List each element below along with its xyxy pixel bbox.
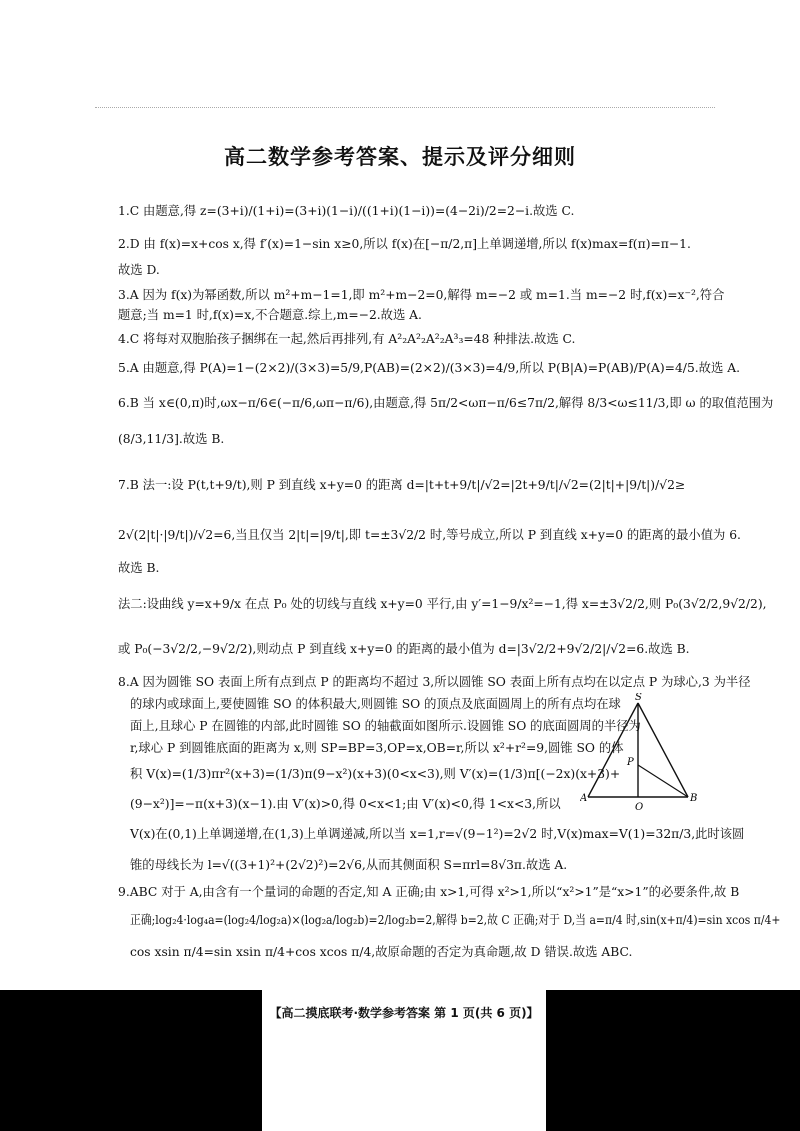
answer-7-method2-cont: 或 P₀(−3√2/2,−9√2/2),则动点 P 到直线 x+y=0 的距离的最小值为 d=|3√2/2+9√2/2|/√2=6.故选 B. bbox=[118, 642, 690, 656]
answer-9-line2: 正确;log₂4·log₄a=(log₂4/log₂a)×(log₂a/log₂b)=2/log₂b=2,解得 b=2,故 C 正确;对于 D,当 a=π/4 时,sin(x+π/4)=sin xcos π/4+ bbox=[130, 913, 781, 927]
page-footer: 【高二摸底联考·数学参考答案 第 1 页(共 6 页)】 bbox=[269, 1006, 539, 1020]
answer-5: 5.A 由题意,得 P(A)=1−(2×2)/(3×3)=5/9,P(AB)=(2×2)/(3×3)=4/9,所以 P(B|A)=P(AB)/P(A)=4/5.故选 A. bbox=[118, 361, 740, 375]
answer-7-line2: 2√(2|t|·|9/t|)/√2=6,当且仅当 2|t|=|9/t|,即 t=±3√2/2 时,等号成立,所以 P 到直线 x+y=0 的距离的最小值为 6. bbox=[118, 528, 741, 542]
answer-4: 4.C 将每对双胞胎孩子捆绑在一起,然后再排列,有 A²₂A²₂A²₂A³₃=48 种排法.故选 C. bbox=[118, 332, 576, 346]
answer-2: 2.D 由 f(x)=x+cos x,得 f′(x)=1−sin x≥0,所以 f(x)在[−π/2,π]上单调递增,所以 f(x)max=f(π)=π−1. bbox=[118, 237, 691, 251]
answer-8-line7: V(x)在(0,1)上单调递增,在(1,3)上单调递减,所以当 x=1,r=√(9−1²)=2√2 时,V(x)max=V(1)=32π/3,此时该圆 bbox=[130, 827, 745, 841]
segment-pb bbox=[638, 765, 688, 797]
label-o: O bbox=[635, 802, 644, 813]
answer-8: 8.A 因为圆锥 SO 表面上所有点到点 P 的距离均不超过 3,所以圆锥 SO 表面上所有点均在以定点 P 为球心,3 为半径 bbox=[118, 675, 751, 689]
answer-9-line3: cos xsin π/4=sin xsin π/4+cos xcos π/4,故原命题的否定为真命题,故 D 错误.故选 ABC. bbox=[130, 945, 633, 959]
answer-1: 1.C 由题意,得 z=(3+i)/(1+i)=(3+i)(1−i)/((1+i)(1−i))=(4−2i)/2=2−i.故选 C. bbox=[118, 204, 575, 218]
page-title: 高二数学参考答案、提示及评分细则 bbox=[224, 145, 576, 169]
cone-cross-section-figure bbox=[580, 693, 705, 813]
answer-7: 7.B 法一:设 P(t,t+9/t),则 P 到直线 x+y=0 的距离 d=|t+t+9/t|/√2=|2t+9/t|/√2=(2|t|+|9/t|)/√2≥ bbox=[118, 478, 686, 492]
edge-sa bbox=[588, 703, 638, 797]
top-divider bbox=[95, 107, 715, 108]
answer-2-cont: 故选 D. bbox=[118, 263, 160, 277]
label-b: B bbox=[690, 793, 698, 804]
label-s: S bbox=[635, 693, 642, 703]
answer-6: 6.B 当 x∈(0,π)时,ωx−π/6∈(−π/6,ωπ−π/6),由题意,得 5π/2<ωπ−π/6≤7π/2,解得 8/3<ω≤11/3,即 ω 的取值范围为 bbox=[118, 396, 774, 410]
answer-8-line2: 的球内或球面上,要使圆锥 SO 的体积最大,则圆锥 SO 的顶点及底面圆周上的所有点均在球 bbox=[130, 697, 621, 711]
answer-3-cont: 题意;当 m=1 时,f(x)=x,不合题意.综上,m=−2.故选 A. bbox=[118, 308, 422, 322]
answer-9: 9.ABC 对于 A,由含有一个量词的命题的否定,知 A 正确;由 x>1,可得 x²>1,所以“x²>1”是“x>1”的必要条件,故 B bbox=[118, 885, 740, 899]
answer-7-method2: 法二:设曲线 y=x+9/x 在点 P₀ 处的切线与直线 x+y=0 平行,由 y′=1−9/x²=−1,得 x=±3√2/2,则 P₀(3√2/2,9√2/2), bbox=[118, 597, 767, 611]
answer-8-line6: (9−x²)]=−π(x+3)(x−1).由 V′(x)>0,得 0<x<1;由 V′(x)<0,得 1<x<3,所以 bbox=[130, 797, 561, 811]
label-a: A bbox=[580, 793, 588, 804]
answer-8-line8: 锥的母线长为 l=√((3+1)²+(2√2)²)=2√6,从而其侧面积 S=πrl=8√3π.故选 A. bbox=[130, 858, 568, 872]
answer-7-line3: 故选 B. bbox=[118, 561, 160, 575]
answer-8-line3: 面上,且球心 P 在圆锥的内部,此时圆锥 SO 的轴截面如图所示.设圆锥 SO 的底面圆周的半径为 bbox=[130, 719, 641, 733]
label-p: P bbox=[627, 757, 634, 768]
answer-8-line4: r,球心 P 到圆锥底面的距离为 x,则 SP=BP=3,OP=x,OB=r,所以 x²+r²=9,圆锥 SO 的体 bbox=[130, 741, 624, 755]
answer-8-line5: 积 V(x)=(1/3)πr²(x+3)=(1/3)π(9−x²)(x+3)(0<x<3),则 V′(x)=(1/3)π[(−2x)(x+3)+ bbox=[130, 767, 621, 781]
answer-6-cont: (8/3,11/3].故选 B. bbox=[118, 432, 225, 446]
answer-3: 3.A 因为 f(x)为幂函数,所以 m²+m−1=1,即 m²+m−2=0,解得 m=−2 或 m=1.当 m=−2 时,f(x)=x⁻²,符合 bbox=[118, 288, 725, 302]
edge-sb bbox=[638, 703, 688, 797]
